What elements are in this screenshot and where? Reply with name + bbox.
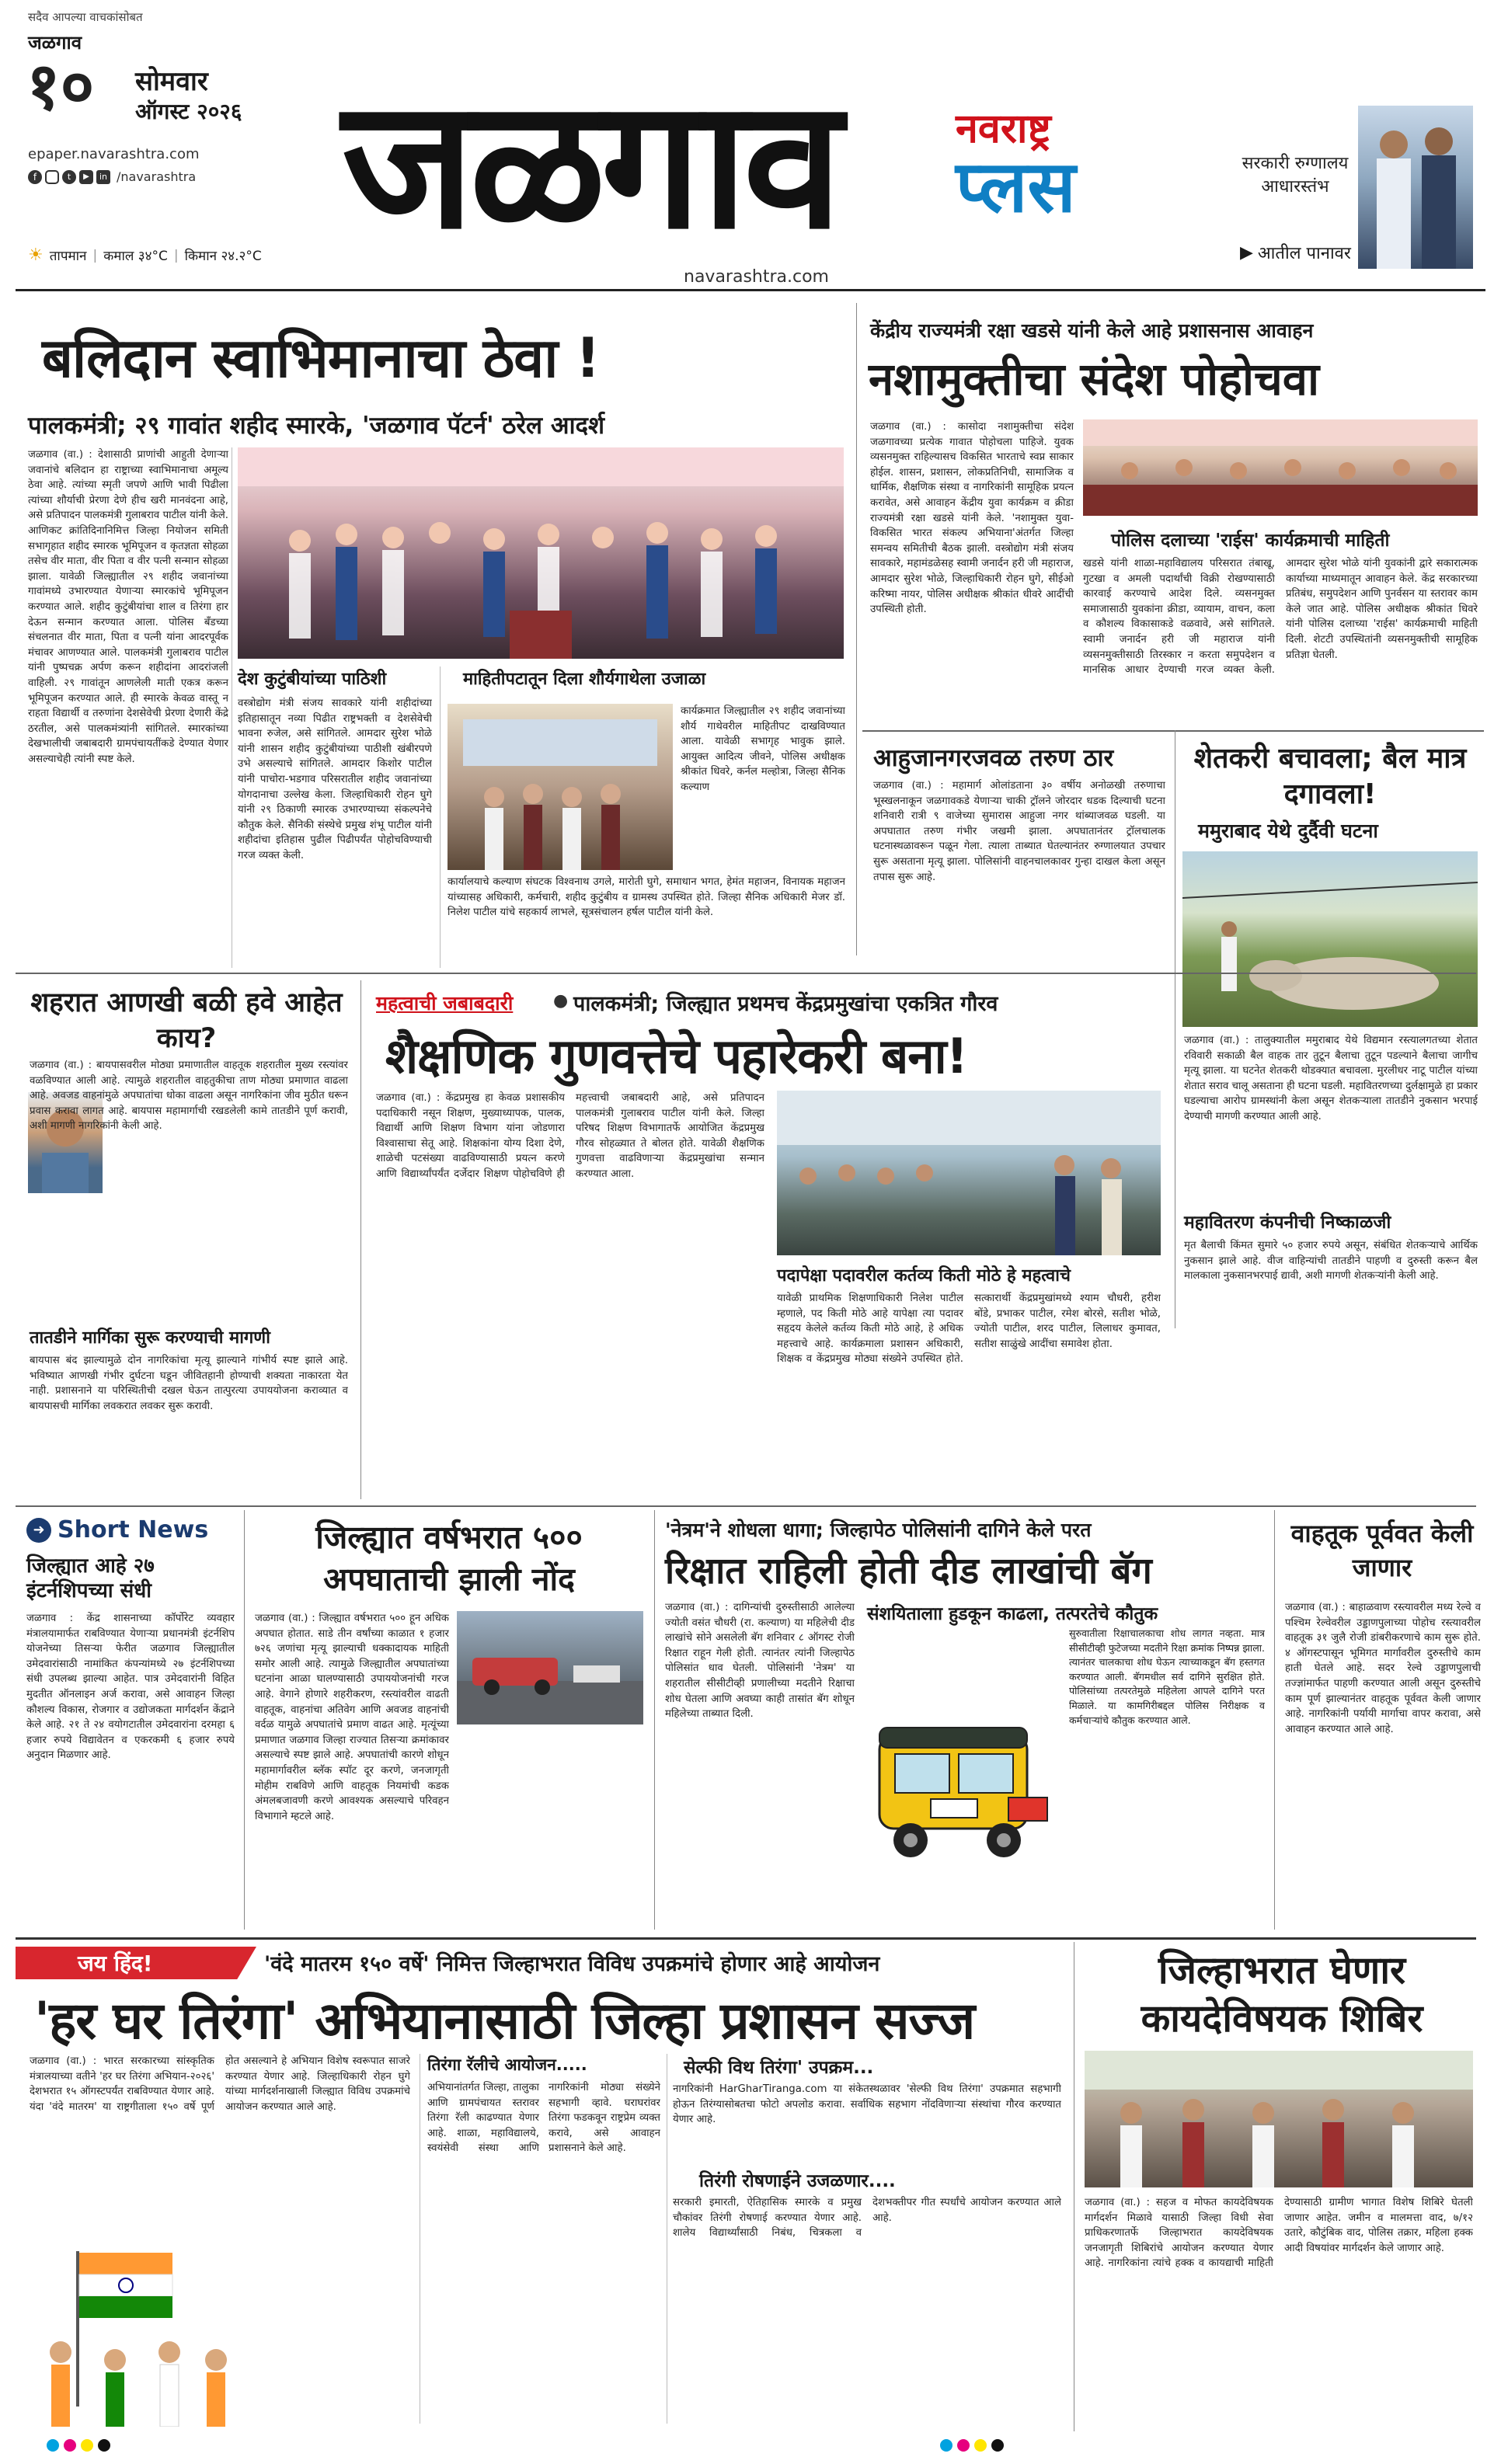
camp-photo[interactable]	[1085, 2051, 1473, 2187]
section-label: Short News	[57, 1516, 209, 1543]
info-section-body-bottom: कार्यालयाचे कल्याण संघटक विश्वनाथ उगले, मारोती घुगे, समाधान भगत, हेमंत महाजन, विनायक महाजन यांच्यासह अधिकारी, कर्मचारी, शहीद कुटुंबीय व ग्रामस्थ उपस्थित होते. जिल्हा सैनिक अधिकारी मेजर डॉ. निलेश पाटील यांचे सहकार्य लाभले, सूत्रसंचालन हर्षल पाटील यांनी केले.	[448, 876, 845, 919]
story-balidan	[0, 295, 855, 971]
headline[interactable]: शेतकरी बचावला; बैल मात्र दगावला!	[1193, 743, 1467, 810]
story-body: जळगाव (वा.) : बायपासवरील मोठ्या प्रमाणातील वाहतूक शहरातील मुख्य रस्त्यांवर वळविण्यात आली आहे. त्यामुळे शहरातील वाहतुकीचा ताण मोठ्या प्रमाणात वाढला आहे. अवजड वाहनांमुळे अपघातांचा धोका वाढला असून नागरिकांना जीव मुठीत धरून प्रवास करावा लागत आहे. बायपास महामार्गाची रखडलेली कामे तातडीने पूर्ण करावी, अशी मागणी नागरिकांनी केली आहे.	[30, 1060, 348, 1133]
aux-title[interactable]: तातडीने मार्गिका सुरू करण्याची मागणी	[30, 1328, 270, 1348]
meeting-photo[interactable]	[1083, 419, 1478, 516]
edition-city: जळगाव	[28, 32, 82, 54]
twitter-icon[interactable]: t	[62, 170, 76, 184]
temp-max: कमाल ३४°C	[103, 249, 168, 264]
masthead-area	[0, 0, 1501, 287]
selfie-title[interactable]: सेल्फी विथ तिरंगा' उपक्रम...	[684, 2058, 874, 2078]
ceremony-photo[interactable]	[238, 447, 844, 659]
aux-body: मृत बैलाची किंमत सुमारे ५० हजार रुपये असून, संबंधित शेतकऱ्याचे आर्थिक नुकसान झाले आहे. वीज वाहिन्यांची तातडीने पाहणी व दुरुस्ती करून बैल मालकाला नुकसानभरपाई द्यावी, अशी मागणी शेतकऱ्यांनी केली आहे.	[1184, 1240, 1478, 1282]
temp-label: तापमान	[49, 249, 87, 264]
story-kayde-shibir	[1078, 1937, 1485, 2434]
story-riksha	[657, 1505, 1271, 1940]
short-news-label	[26, 1516, 208, 1543]
headline[interactable]: शहरात आणखी बळी हवे आहेत काय?	[30, 987, 343, 1054]
subhead[interactable]: पालकमंत्री; २९ गावांत शहीद स्मारके, 'जळगाव पॅटर्न' ठरेल आदर्श	[28, 412, 605, 440]
story-body: जळगाव (वा.) : दागिन्यांची दुरुस्तीसाठी आलेल्या ज्योती वसंत चौधरी (रा. कल्याण) या महिलेची दीड लाखांचे सोने असलेली बॅग शनिवार ८ ऑगस्ट रोजी रिक्षात राहून गेली होती. त्यानंतर त्यांनी जिल्हापेठ पोलिसांत धाव घेतली. पोलिसांनी 'नेत्रम' या शहरातील सीसीटीव्ही प्रणालीच्या मदतीने रिक्षाचा शोध घेतला आणि अवघ्या काही तासांत बॅग शोधून महिलेच्या ताब्यात दिली.	[665, 1602, 855, 1721]
story-body: जळगाव (वा.) : कासोदा नशामुक्तीचा संदेश जळगावच्या प्रत्येक गावात पोहोचला पाहिजे. युवक व्यसनमुक्त राहिल्यासच विकसित भारताचे स्वप्न साकार होईल. शासन, प्रशासन, लोकप्रतिनिधी, सामाजिक व धार्मिक, शैक्षणिक संस्था व नागरिकांनी सामूहिक प्रयत्न करावेत, असे आवाहन केंद्रीय युवा कार्यक्रम व क्रीडा राज्यमंत्री रक्षा खडसे यांनी केले. 'नशामुक्त युवा-विकसित भारत संकल्प अभियाना'अंतर्गत जिल्हा समन्वय समितीची बैठक झाली. वस्त्रोद्योग मंत्री संजय सावकारे, महामंडळेसह स्वामी जनार्दन हरी जी महाराज, आमदार सुरेश भोळे, जिल्हाधिकारी रोहन घुगे, सीईओ करिष्मा नायर, पोलिस अधीक्षक श्रीकांत धीवरे आदींची उपस्थिती होती.	[870, 421, 1074, 616]
story-body: जळगाव (वा.) : सहज व मोफत कायदेविषयक मार्गदर्शन मिळावे यासाठी जिल्हा विधी सेवा प्राधिकरणातर्फे जिल्हाभरात कायदेविषयक जनजागृती शिबिरांचे आयोजन करण्यात येणार आहे. नागरिकांना त्यांचे हक्क व कायद्याची माहिती देण्यासाठी ग्रामीण भागात विशेष शिबिरे घेतली जाणार आहेत. जमीन व मालमत्ता वाद, ७/१२ उतारे, कौटुंबिक वाद, पोलिस तक्रार, महिला हक्क आदी विषयांवर मार्गदर्शन केले जाणार आहे.	[1085, 2197, 1473, 2270]
lights-body: सरकारी इमारती, ऐतिहासिक स्मारके व प्रमुख चौकांवर तिरंगी रोषणाई करण्यात येणार आहे. शालेय विद्यार्थ्यांसाठी निबंध, चित्रकला व देशभक्तीपर गीत स्पर्धांचे आयोजन करण्यात आले आहे.	[673, 2197, 1061, 2240]
story-body: जळगाव (वा.) : भारत सरकारच्या सांस्कृतिक मंत्रालयाच्या वतीने 'हर घर तिरंगा अभियान-२०२६' देशभरात १५ ऑगस्टपर्यंत राबविण्यात येणार आहे. यंदा 'वंदे मातरम' या राष्ट्रगीताला १५० वर्षे पूर्ण होत असल्याने हे अभियान विशेष स्वरूपात साजरे करण्यात येणार आहे. जिल्हाधिकारी रोहन घुगे यांच्या मार्गदर्शनाखाली जिल्ह्यात विविध उपक्रमांचे आयोजन करण्यात आले आहे.	[30, 2055, 410, 2113]
headline[interactable]: शैक्षणिक गुणवत्तेचे पहारेकरी बना!	[385, 1028, 968, 1084]
story-shahar	[16, 977, 357, 1505]
arrow-icon: ▶	[1240, 242, 1253, 263]
story-ahujanagar	[862, 730, 1173, 963]
headline[interactable]: नशामुक्तीचा संदेश पोहोचवा	[869, 353, 1320, 405]
family-section-title[interactable]: देश कुटुंबीयांच्या पाठिशी	[238, 670, 387, 689]
aux-title[interactable]: संशयितालाा हुडकून काढला, तत्परतेचे कौतुक	[867, 1604, 1158, 1624]
kicker[interactable]: 'नेत्रम'ने शोधला धागा; जिल्हापेठ पोलिसांनी दागिने केले परत	[665, 1519, 1092, 1541]
story-body: जळगाव (वा.) : महामार्ग ओलांडताना ३० वर्षीय अनोळखी तरुणाचा भूस्खलनाकून जळगावकडे येणाऱ्या चाकी ट्रॉलने जोरदार धडक दिल्याची घटना शनिवारी रात्री ९ वाजेच्या सुमारास आहुजा नगर थांब्याजवळ घडली. या अपघातात तरुण गंभीर जखमी झाला. अपघातानंतर ट्रॉलचालक घटनास्थळावरून पळून गेला. त्याला ताब्यात घेतल्यानंतर रुग्णालयात उपचार सुरू असताना मृत्यू झाला. पोलिसांनी वाहनचालकावर गुन्हा दाखल केला असून तपास सुरू आहे.	[873, 780, 1165, 883]
info-section-title[interactable]: माहितीपटातून दिला शौर्यगाथेला उजाळा	[463, 670, 706, 689]
headline[interactable]: 'हर घर तिरंगा' अभियानासाठी जिल्हा प्रशासन सज्ज	[34, 1991, 975, 2051]
story-body: जळगाव (वा.) : तालुक्यातील ममुराबाद येथे विद्यमान रस्त्यालगतच्या शेतात रविवारी सकाळी बैल वाहक तार तुटून बैलाचा तुटून पडल्याने बैलाचा जागीच मृत्यू झाला. या घटनेत शेतकरी थोडक्यात बचावला. मुरलीधर नाटू पाटील यांच्या शेतात सराव चालू असताना ही घटना घडली. महावितरणच्या दुर्लक्षामुळे हा प्रकार घडल्याचा आरोप ग्रामस्थांनी केला असून शेतकऱ्याला तातडीने नुकसान भरपाई देण्याची मागणी करण्यात आली आहे.	[1184, 1035, 1478, 1122]
felicitation-photo[interactable]	[777, 1091, 1161, 1255]
temp-min: किमान २४.२°C	[184, 249, 262, 264]
pad-body: यावेळी प्राथमिक शिक्षणाधिकारी निलेश पाटील म्हणाले, पद किती मोठे आहे यापेक्षा त्या पदावर सहृदय केलेले कर्तव्य किती मोठे आहे, हे अधिक महत्त्वाचे आहे. कार्यक्रमाला प्रशासन अधिकारी, शिक्षक व केंद्रप्रमुख मोठ्या संख्येने उपस्थित होते. सत्कारार्थी केंद्रप्रमुखांमध्ये श्याम चौधरी, हरीश बोंडे, प्रभाकर पाटील, रमेश बोरसे, सतीश भोळे, ज्योती पाटील, शरद पाटील, लिलाधर कुमावत, सतीश साळुंखे आदींचा समावेश होता.	[777, 1293, 1161, 1366]
kicker[interactable]: केंद्रीय राज्यमंत्री रक्षा खडसे यांनी केले आहे प्रशासनास आवाहन	[870, 319, 1314, 342]
story-body: जळगाव (वा.) : देशासाठी प्राणांची आहुती देणाऱ्या जवानांचे बलिदान हा राष्ट्राच्या स्वाभिमानाचा अमूल्य ठेवा आहे. त्यांच्या स्मृती जपणे आणि भावी पिढीला त्यांच्या शौर्याची प्रेरणा देणे हीच खरी मानवंदना आहे, असे प्रतिपादन पालकमंत्री गुलाबराव पाटील यांनी केले. आणिकट क्रांतिदिनानिमित्त जिल्हा नियोजन समिती सभागृहात शहीद स्मारक भूमिपूजन व कृतज्ञता सोहळा तसेच वीर माता, वीर पिता व वीर पत्नी सन्मान सोहळा झाला. यावेळी जिल्ह्यातील २९ शहीद जवानांच्या गावांमध्ये उभारण्यात येणाऱ्या स्मारकांचे भूमिपूजन करण्यात आले. शहीद कुटुंबीयांचा शाल व तिरंगा हार देऊन सन्मान करण्यात आला. पोलिस बँडच्या संचलनात वीर माता, पिता व पत्नी यांना आदरपूर्वक मंचावर आणण्यात आले. पालकमंत्री गुलाबराव पाटील यांनी पुष्पचक्र अर्पण करून शहीदांना आदरांजली वाहिली. २९ गावांतून आणलेली माती एकत्र करून भूमिपूजन करण्यात आले. ही स्मारके केवळ वास्तू न राहता विद्यार्थी व तरुणांना देशसेवेची प्रेरणा देणारी केंद्रे ठरतील, असे पालकमंत्र्यांनी सांगितले. स्मारकांच्या देखभालीची जबाबदारी ग्रामपंचायतींकडे देण्यात येणार असल्याचेही त्यांनी स्पष्ट केले.	[28, 449, 228, 765]
story-body-cont	[249, 2243, 410, 2427]
bullet-icon: ●	[553, 991, 569, 1011]
promo-author: ▶ आतील पानावर	[1240, 242, 1351, 263]
story-shaikshanik	[368, 977, 1168, 1505]
social-icons	[28, 169, 196, 184]
promo-photo[interactable]	[1358, 106, 1473, 269]
site-url[interactable]: navarashtra.com	[684, 267, 829, 287]
aux-title[interactable]: महावितरण कंपनीची निष्काळजी	[1184, 1213, 1391, 1233]
print-marks-right	[940, 2439, 1004, 2452]
month-year: ऑगस्ट २०२६	[135, 99, 242, 124]
rally-title[interactable]: तिरंगा रॅलीचे आयोजन.....	[427, 2055, 587, 2074]
masthead-title: जळगाव	[342, 59, 838, 269]
story-har-ghar-tiranga	[16, 1937, 1071, 2434]
youtube-icon[interactable]: ▶	[79, 170, 93, 184]
aux-body-left	[867, 1627, 1063, 1701]
kicker-main[interactable]: पालकमंत्री; जिल्ह्यात प्रथमच केंद्रप्रमुखांचा एकत्रित गौरव	[573, 992, 998, 1016]
rickshaw-illustration[interactable]	[856, 1704, 1066, 1875]
story-body-cont	[457, 1731, 643, 1933]
story-short-news	[16, 1505, 241, 1940]
headline[interactable]: जिल्ह्यात आहे २७ इंटर्नशिपच्या संधी	[26, 1554, 155, 1603]
social-handle[interactable]: /navarashtra	[117, 169, 197, 184]
headline[interactable]: रिक्षात राहिली होती दीड लाखांची बॅग	[665, 1550, 1152, 1592]
documentary-photo[interactable]	[448, 704, 673, 870]
weekday: सोमवार	[135, 66, 208, 97]
tagline: सदैव आपल्या वाचकांसोबत	[28, 10, 143, 24]
epaper-url[interactable]: epaper.navarashtra.com	[28, 146, 200, 162]
selfie-body: नागरिकांनी HarGharTiranga.com या संकेतस्थळावर 'सेल्फी विथ तिरंगा' उपक्रमात सहभागी होऊन तिरंग्यासोबतचा फोटो अपलोड करावा. सर्वाधिक सहभाग नोंदविणाऱ्या संस्थांचा गौरव करण्यात येणार आहे.	[673, 2083, 1061, 2126]
weather: ☀ तापमान | कमाल ३४°C | किमान २४.२°C	[28, 245, 262, 265]
aux-body: सुरुवातीला रिक्षाचालकाचा शोध लागत नव्हता. मात्र सीसीटीव्ही फुटेजच्या मदतीने रिक्षा क्रमांक निष्पन्न झाला. त्यानंतर चालकाचा शोध घेऊन त्याच्याकडून बॅग हस्तगत करण्यात आली. बॅगमधील सर्व दागिने सुरक्षित होते. पोलिसांच्या तत्परतेमुळे महिलेला आपले दागिने परत मिळाले. या कामगिरीबद्दल पोलिस निरीक्षक व कर्मचाऱ्यांचे कौतुक करण्यात आले.	[1069, 1627, 1265, 1726]
story-body: जळगाव : केंद्र शासनाच्या कॉर्पोरेट व्यवहार मंत्रालयामार्फत राबविण्यात येणाऱ्या प्रधानमंत्री इंटर्नशिप योजनेच्या तिसऱ्या फेरीत जळगाव जिल्ह्यातील उमेदवारांसाठी नामांकित कंपन्यांमध्ये २७ इंटर्नशिपच्या संधी उपलब्ध झाल्या आहेत. पात्र उमेदवारांनी विहित मुदतीत ऑनलाइन अर्ज करावा, असे आवाहन जिल्हा कौशल्य विकास, रोजगार व उद्योजकता मार्गदर्शन केंद्राने केले आहे. २१ ते २४ वयोगटातील उमेदवारांना दरमहा ६ हजार रुपये विद्यावेतन व एकरकमी ६ हजार रुपये अनुदान मिळणार आहे.	[26, 1613, 235, 1762]
story-body: जळगाव (वा.) : जिल्ह्यात वर्षभरात ५०० हून अधिक अपघात होतात. साडे तीन वर्षांच्या काळात १ हजार ७२६ जणांचा मृत्यू झाल्याची धक्कादायक माहिती समोर आली आहे. त्यामुळे जिल्ह्यातील अपघातांच्या घटनांना आळा घालण्यासाठी उपाययोजनांची गरज आहे. वेगाने होणारे शहरीकरण, रस्त्यांवरील वाढती वाहतूक, वाहनांचा अतिवेग आणि अवजड वाहनांची वर्दळ यामुळे अपघातांचे प्रमाण वाढत आहे. मृत्यूंच्या प्रमाणात जळगाव जिल्हा राज्यात तिसऱ्या क्रमांकावर असल्याचे स्पष्ट झाले आहे. अपघातांची कारणे शोधून महामार्गावरील ब्लॅक स्पॉट दूर करणे, जनजागृती मोहीम राबविणे आणि वाहतूक नियमांची कडक अंमलबजावणी करणे आवश्यक असल्याचे परिवहन विभागाने म्हटले आहे.	[255, 1613, 449, 1822]
date-day: १०	[26, 47, 95, 124]
headline[interactable]: वाहतूक पूर्ववत केली जाणार	[1290, 1519, 1474, 1582]
story-vahatuk	[1277, 1505, 1487, 1940]
subhead[interactable]: ममुराबाद येथे दुर्दैवी घटना	[1198, 820, 1378, 842]
rise-body: खडसे यांनी शाळा-महाविद्यालय परिसरात तंबाखू, गुटखा व अमली पदार्थांची विक्री रोखण्यासाठी कारवाई करण्याचे आदेश दिले. व्यसनमुक्त समाजासाठी युवकांना क्रीडा, व्यायाम, वाचन, कला व कौशल्य विकासाकडे वळवावे, असे सांगितले. स्वामी जनार्दन हरी जी महाराज यांनी व्यसनमुक्तीसाठी तिरस्कार न करता समुपदेशन व मानसिक आधार देण्याची गरज व्यक्त केली. आमदार सुरेश भोळे यांनी युवकांनी द्वारे सकारात्मक कार्याच्या माध्यमातून आवाहन केले. केंद्र सरकारच्या प्रतिबंध, समुपदेशन आणि पुनर्वसन या स्तरावर काम केले जात आहे. पोलिस अधीक्षक श्रीकांत धिवरे यांनी पोलिस दलाच्या 'राईस' कार्यक्रमाची माहिती दिली. शेटटी उपस्थितांनी व्यसनमुक्तीची सामूहिक प्रतिज्ञा घेतली.	[1083, 558, 1478, 677]
headline[interactable]: जिल्हाभरात घेणार कायदेविषयक शिबिर	[1141, 1948, 1423, 2041]
aux-body: बायपास बंद झाल्यामुळे दोन नागरिकांचा मृत्यू झाल्याने गांभीर्य स्पष्ट झाले आहे. भविष्यात आणखी गंभीर दुर्घटना घडून जीवितहानी होण्याची शक्यता नाकारता येत नाही. प्रशासनाने या परिस्थितीची दखल घेऊन तात्पुरत्या उपाययोजना कराव्यात व बायपासची मार्गिका लवकरात लवकर सुरू करावी.	[30, 1355, 348, 1412]
story-apghat	[247, 1505, 651, 1940]
tiranga-illustration[interactable]	[30, 2243, 239, 2427]
facebook-icon[interactable]: f	[28, 170, 42, 184]
story-shetkari	[1175, 730, 1485, 1328]
family-section-body: वस्त्रोद्योग मंत्री संजय सावकारे यांनी शहीदांच्या इतिहासातून नव्या पिढीत राष्ट्रभक्ती व देशसेवेची भावना रुजेल, असे सांगितले. आमदार सुरेश भोळे यांनी शासन शहीद कुटुंबीयांच्या पाठीशी खंबीरपणे उभे असल्याचे सांगितले. आमदार किशोर पाटील यांनी पाचोरा-भडगाव परिसरातील शहीद जवानांच्या योगदानाचा उल्लेख केला. जिल्हाधिकारी रोहन घुगे यांनी २९ ठिकाणी स्मारक उभारण्याच्या संकल्पनेचे कौतुक केले. सैनिकी संस्थेचे प्रमुख शंभू पाटील यांनी शहीदांचा इतिहास पुढील पिढीपर्यंत पोहोचविण्याची गरज व्यक्त केली.	[238, 698, 432, 861]
lights-title[interactable]: तिरंगी रोषणाईने उजळणार....	[699, 2171, 896, 2191]
instagram-icon[interactable]	[45, 170, 59, 184]
sun-icon: ☀	[28, 245, 44, 265]
arrow-right-icon: ➜	[26, 1518, 51, 1543]
promo-text[interactable]: सरकारी रुग्णालय आधारस्तंभ	[1242, 154, 1349, 197]
rally-body: अभियानांतर्गत जिल्हा, तालुका आणि ग्रामपंचायत स्तरावर तिरंगा रॅली काढण्यात येणार आहे. शाळा, महाविद्यालये, स्वयंसेवी संस्था आणि नागरिकांनी मोठ्या संख्येने सहभागी व्हावे. घराघरांवर तिरंगा फडकवून राष्ट्रप्रेम व्यक्त करावे, असे आवाहन प्रशासनाने केले आहे.	[427, 2082, 660, 2155]
kicker-tag[interactable]: महत्वाची जबाबदारी	[376, 992, 514, 1014]
headline[interactable]: जिल्ह्यात वर्षभरात ५०० अपघाताची झाली नोंद	[315, 1519, 583, 1598]
brand-plus: प्लस	[956, 144, 1076, 228]
linkedin-icon[interactable]: in	[96, 170, 110, 184]
headline[interactable]: बलिदान स्वाभिमानाचा ठेवा !	[42, 326, 600, 390]
rise-title[interactable]: पोलिस दलाच्या 'राईस' कार्यक्रमाची माहिती	[1111, 531, 1390, 551]
story-body: जळगाव (वा.) : केंद्रप्रमुख हा केवळ प्रशासकीय पदाधिकारी नसून शिक्षण, मुख्याध्यापक, पालक, विद्यार्थी आणि शिक्षण विभाग यांना जोडणारा विश्वासाचा सेतू आहे. शिक्षकांना योग्य दिशा देणे, शाळेची पटसंख्या वाढविण्यासाठी प्रयत्न करणे आणि विद्यार्थ्यांपर्यंत दर्जेदार शिक्षण पोहोचविणे ही महत्त्वाची जबाबदारी आहे, असे प्रतिपादन पालकमंत्री गुलाबराव पाटील यांनी केले. जिल्हा परिषद शिक्षण विभागातर्फे आयोजित केंद्रप्रमुख गौरव सोहळ्यात ते बोलत होते. यावेळी शैक्षणिक गुणवत्ता वाढविणाऱ्या केंद्रप्रमुखांचा सन्मान करण्यात आला.	[376, 1092, 764, 1180]
info-section-body-right: कार्यक्रमात जिल्ह्यातील २९ शहीद जवानांच्या शौर्य गाथेवरील माहितीपट दाखविण्यात आला. यावेळी सभागृह भावुक झाले. आयुक्त आदित्य जीवने, पोलिस अधीक्षक श्रीकांत धिवरे, कर्नल मल्होत्रा, जिल्हा सैनिक कल्याण	[681, 705, 845, 793]
story-nashamukti	[862, 295, 1484, 715]
story-body: जळगाव (वा.) : बाहाळवाण रस्त्यावरील मध्य रेल्वे व पश्चिम रेल्वेवरील उड्डाणपुलाच्या पोहोच रस्त्यावरील वाहतूक ३१ जुलै रोजी डांबरीकरणाचे काम सुरू होते. ४ ऑगस्टपासून भूमिगत मार्गावरील दुरुस्तीचे काम हाती घेतले आहे. सदर रेल्वे उड्डाणपुलाची तज्ज्ञांमार्फत पाहणी करण्यात आली असून दुरुस्तीचे काम पूर्ण झाल्यानंतर वाहतूक पूर्ववत केली जाणार आहे. नागरिकांनी पर्यायी मार्गाचा वापर करावा, असे आवाहन करण्यात आले आहे.	[1285, 1602, 1481, 1735]
tag-label: जय हिंद!	[78, 1951, 153, 1976]
print-marks	[47, 2439, 110, 2452]
headline[interactable]: आहुजानगरजवळ तरुण ठार	[873, 744, 1114, 772]
brand-name: नवराष्ट्र	[956, 105, 1051, 152]
accident-photo[interactable]	[457, 1611, 643, 1724]
header-divider	[16, 289, 1485, 291]
kicker[interactable]: 'वंदे मातरम १५० वर्षे' निमित्त जिल्हाभरात विविध उपक्रमांचे होणार आहे आयोजन	[264, 1952, 880, 1976]
pad-title[interactable]: पदापेक्षा पदावरील कर्तव्य किती मोठे हे महत्वाचे	[777, 1266, 1071, 1286]
brand-logo	[956, 106, 1142, 245]
bull-photo[interactable]	[1182, 851, 1478, 1027]
